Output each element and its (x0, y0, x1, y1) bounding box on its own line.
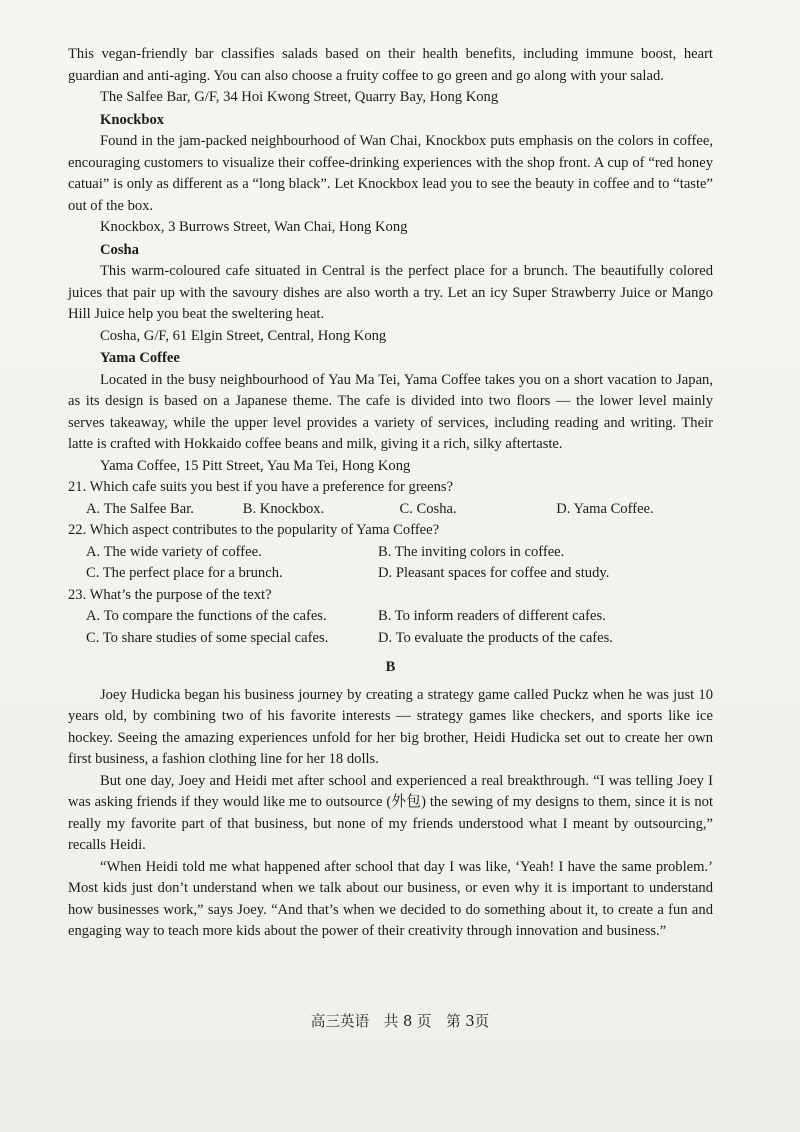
question-22 (68, 520, 713, 585)
section-b-paragraph-2: But one day, Joey and Heidi met after school and experienced a real breakthrough. “I was telling Joey I was asking friends if they would like me to outsource (外包) the sewing of my designs to them, since it is not really my favorite part of that business, but none of my friends understood what I meant by outsourcing,” recalls Heidi. (68, 772, 713, 853)
option-list (68, 499, 713, 521)
yama-address: Yama Coffee, 15 Pitt Street, Yau Ma Tei, Hong Kong (100, 457, 411, 474)
question-stem: 23. What’s the purpose of the text? (68, 586, 272, 603)
question-21 (68, 477, 713, 520)
knockbox-description: Found in the jam-packed neighbourhood of Wan Chai, Knockbox puts emphasis on the colors in coffee, encouraging customers to visualize their coffee-drinking experiences with the shop front. A cup of “red honey catuai” is only as different as a “long black”. Let Knockbox lead you to see the beauty in coffee and to “taste” out of the box. (68, 133, 713, 214)
option-c: C. The perfect place for a brunch. (86, 565, 283, 581)
page-content (68, 44, 713, 943)
option-list (68, 606, 713, 649)
yama-heading: Yama Coffee (100, 350, 180, 366)
page-footer: 高三英语 共 8 页 第 3页 (310, 1013, 490, 1030)
section-b-paragraph-1: Joey Hudicka began his business journey by creating a strategy game called Puckz when he was just 10 years old, by combining two of his favorite interests — strategy games like checkers, and sports like ice hockey. Seeing the amazing experiences unfold for her big brother, Heidi Hudicka set out to create her own first business, a fashion clothing line for her 18 dolls. (68, 686, 713, 767)
option-c: C. Cosha. (399, 500, 457, 517)
cosha-description: This warm-coloured cafe situated in Central is the perfect place for a brunch. The beautifully colored juices that pair up with the savoury dishes are also worth a try. Let an icy Super Strawberry Juice or Mango Hill Juice help you beat the sweltering heat. (68, 263, 713, 322)
option-d: D. Pleasant spaces for coffee and study. (378, 565, 610, 581)
option-b: B. The inviting colors in coffee. (378, 543, 565, 560)
option-b: B. Knockbox. (242, 500, 325, 517)
section-b-paragraph-3: “When Heidi told me what happened after school that day I was like, ‘Yeah! I have the same problem.’ Most kids just don’t understand when we talk about our business, or even why it is important to understand how businesses work,” says Joey. “And that’s when we decided to do something about it, to create a fun and engaging way to teach more kids about the power of their creativity through innovation and business.” (68, 858, 713, 939)
option-d: D. To evaluate the products of the cafes. (378, 629, 613, 646)
knockbox-heading: Knockbox (100, 111, 165, 128)
question-stem: 21. Which cafe suits you best if you have a preference for greens? (68, 479, 454, 495)
salfee-address: The Salfee Bar, G/F, 34 Hoi Kwong Street, Quarry Bay, Hong Kong (100, 89, 499, 105)
option-d: D. Yama Coffee. (556, 500, 654, 517)
option-a: A. To compare the functions of the cafes. (86, 608, 327, 624)
cosha-address: Cosha, G/F, 61 Elgin Street, Central, Hong Kong (100, 327, 387, 344)
knockbox-address: Knockbox, 3 Burrows Street, Wan Chai, Hong Kong (100, 219, 408, 235)
question-stem: 22. Which aspect contributes to the popularity of Yama Coffee? (68, 522, 440, 538)
option-c: C. To share studies of some special cafes. (86, 629, 329, 646)
cosha-heading: Cosha (100, 241, 139, 258)
section-b-heading: B (385, 659, 396, 675)
yama-description: Located in the busy neighbourhood of Yau Ma Tei, Yama Coffee takes you on a short vacation to Japan, as its design is based on a Japanese theme. The cafe is divided into two floors — the lower level mainly serves takeaway, while the upper level provides a variety of services, including reading and writing. Their latte is crafted with Hokkaido coffee beans and milk, giving it a rich, silky aftertaste. (68, 371, 713, 452)
option-a: A. The wide variety of coffee. (86, 543, 262, 560)
option-list (68, 542, 713, 585)
option-b: B. To inform readers of different cafes. (378, 608, 606, 624)
question-23 (68, 585, 713, 650)
salfee-description: This vegan-friendly bar classifies salads based on their health benefits, including immune boost, heart guardian and anti-aging. You can also choose a fruity coffee to go green and go along with your salad. (68, 46, 713, 84)
option-a: A. The Salfee Bar. (86, 500, 194, 517)
